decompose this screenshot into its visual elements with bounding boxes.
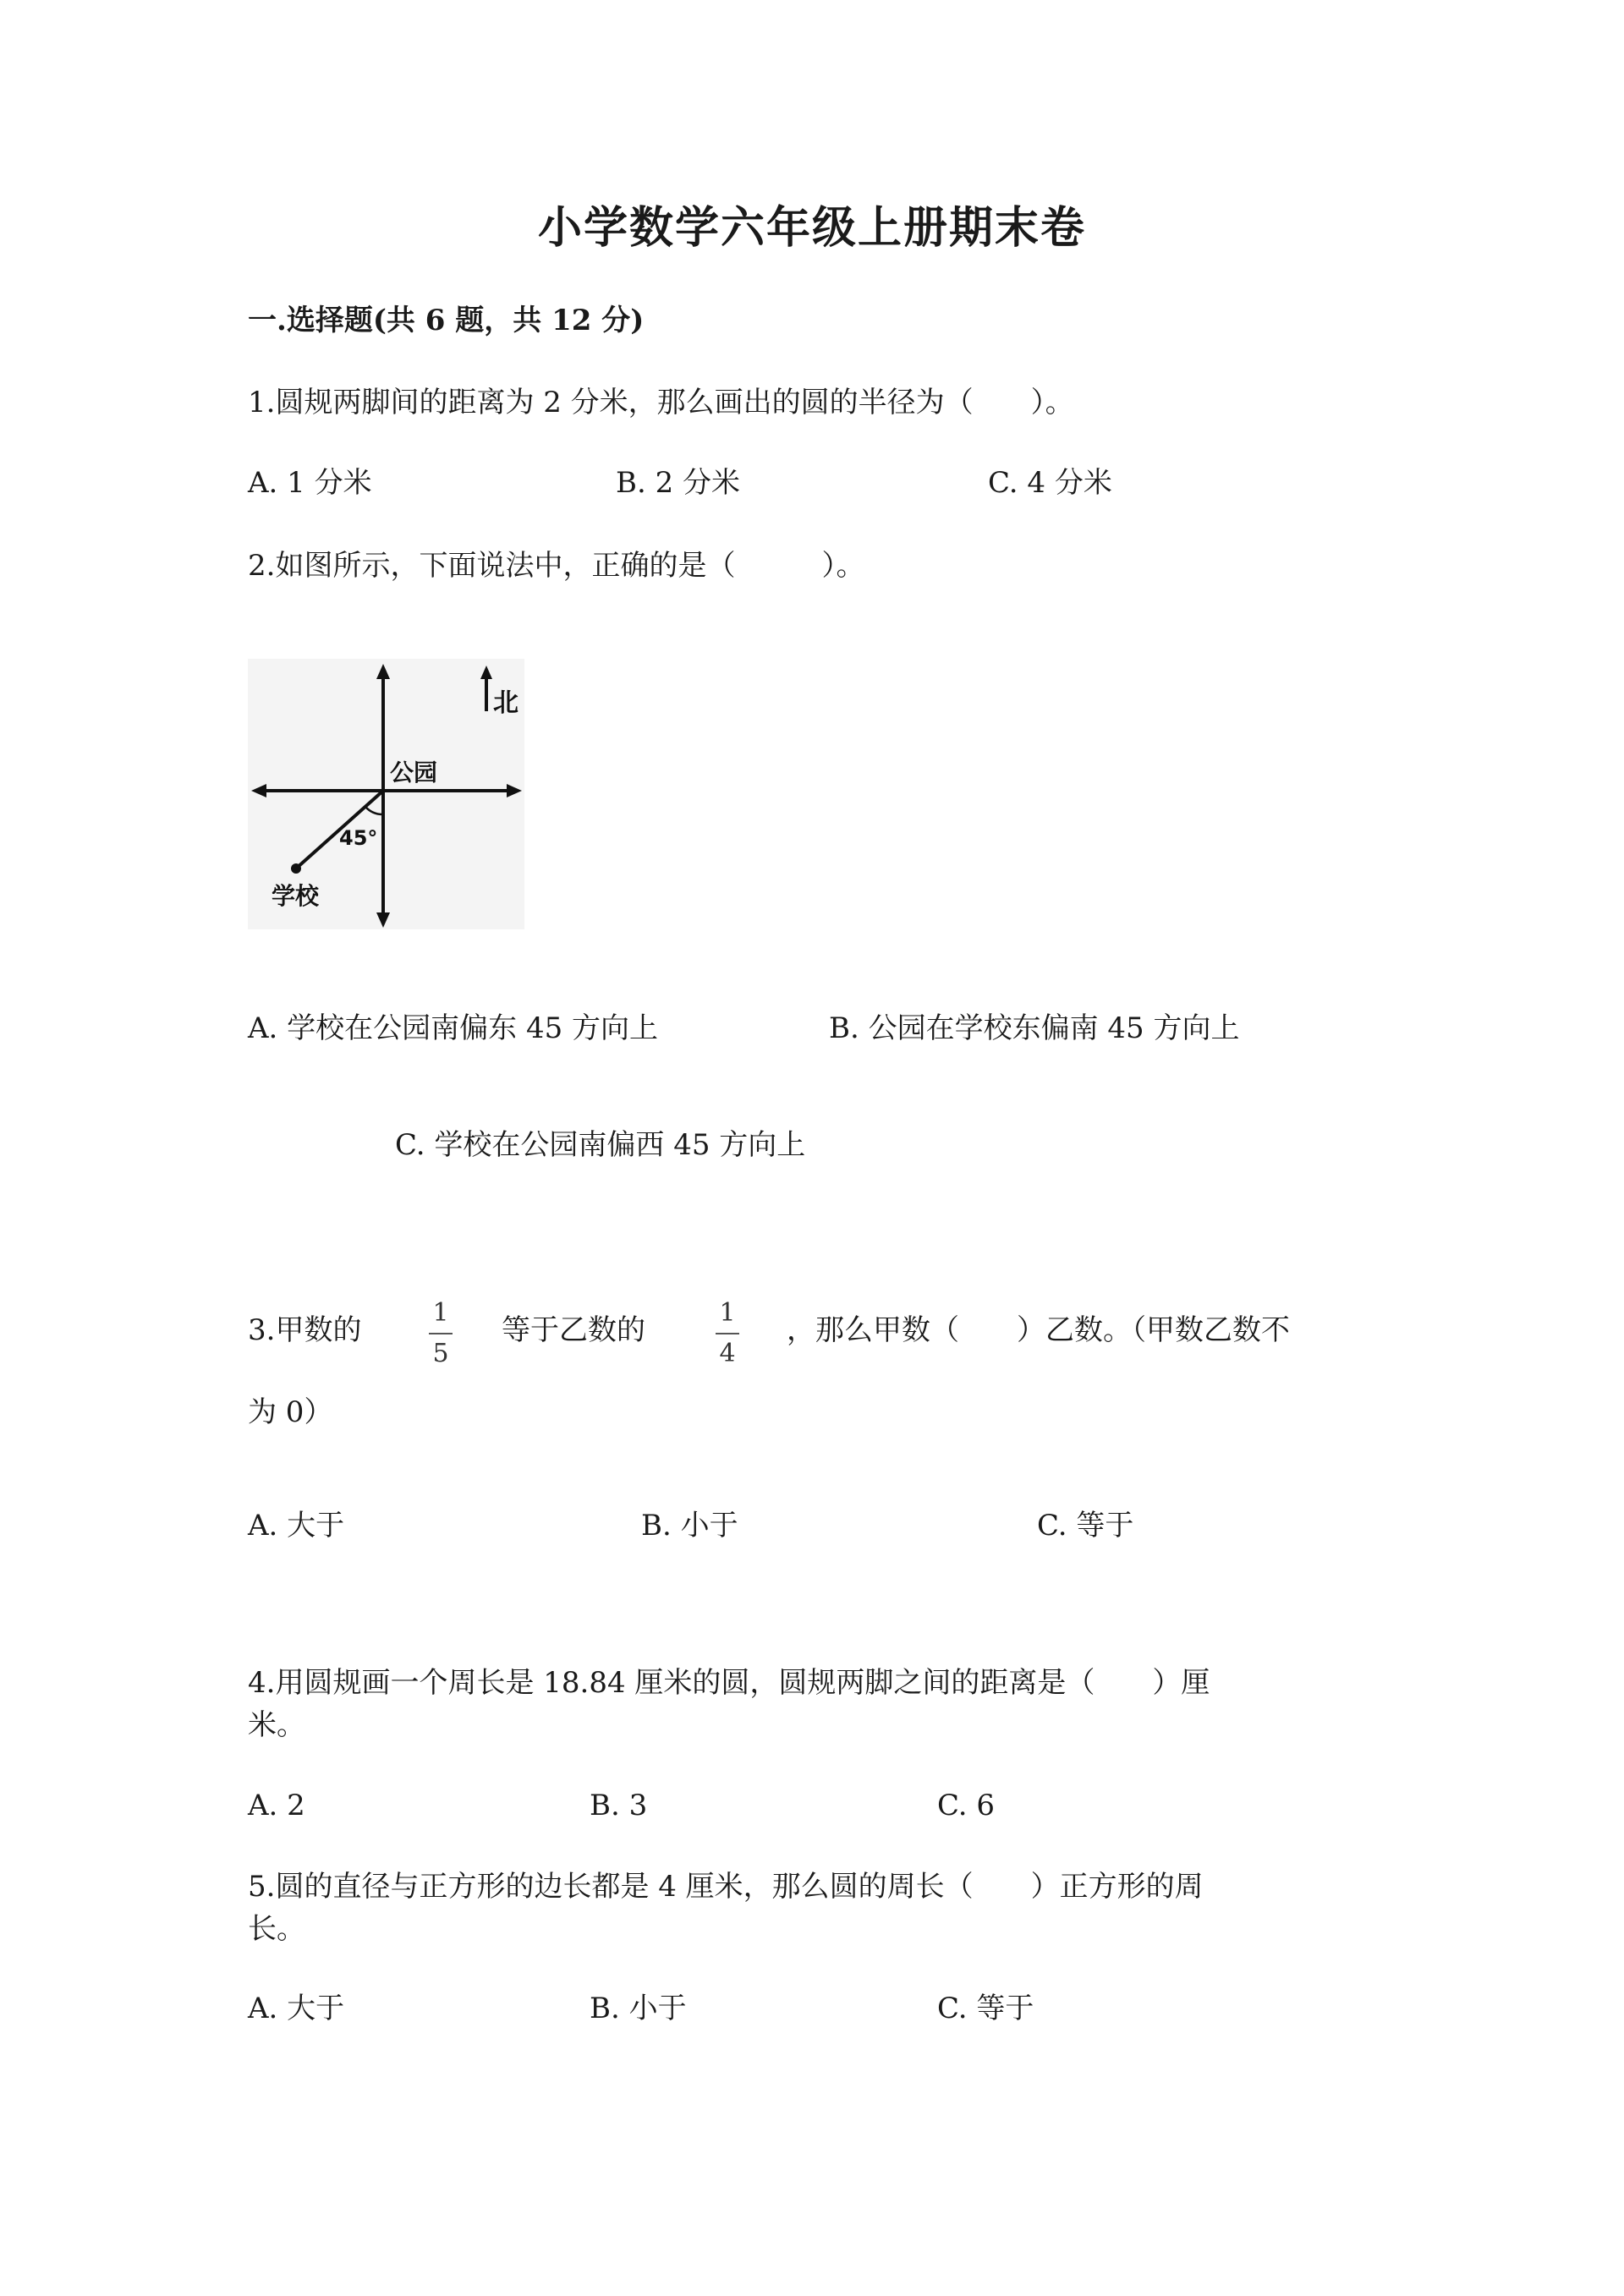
- question-3-text-after: ，那么甲数（ ）乙数。（甲数乙数不: [787, 1313, 1290, 1347]
- question-3-option-b[interactable]: B. 小于: [641, 1509, 738, 1543]
- section-heading: 一.选择题(共 6 题，共 12 分): [248, 304, 645, 337]
- question-4-option-a[interactable]: A. 2: [248, 1789, 305, 1822]
- question-4-text-line1: 4.用圆规画一个周长是 18.84 厘米的圆，圆规两脚之间的距离是（ ）厘: [248, 1666, 1210, 1700]
- question-3-text-middle: 等于乙数的: [502, 1313, 645, 1347]
- question-5-option-a[interactable]: A. 大于: [248, 1992, 345, 2025]
- fraction-denominator: 5: [432, 1339, 449, 1368]
- fraction-numerator: 1: [719, 1298, 736, 1328]
- question-5-text-line1: 5.圆的直径与正方形的边长都是 4 厘米，那么圆的周长（ ）正方形的周: [248, 1870, 1204, 1904]
- question-4-option-c[interactable]: C. 6: [937, 1789, 996, 1822]
- question-5-text-line2: 长。: [248, 1912, 305, 1946]
- question-3-text-line2: 为 0）: [248, 1395, 333, 1429]
- question-1-option-c[interactable]: C. 4 分米: [988, 466, 1112, 500]
- direction-diagram: [248, 659, 524, 929]
- question-2-option-a[interactable]: A. 学校在公园南偏东 45 方向上: [248, 1011, 659, 1045]
- fraction-bar: [716, 1333, 739, 1334]
- question-3-option-c[interactable]: C. 等于: [1037, 1509, 1134, 1543]
- fraction-one-fifth: [424, 1298, 458, 1368]
- fraction-denominator: 4: [719, 1339, 736, 1368]
- fraction-bar: [429, 1333, 453, 1334]
- question-3-option-a[interactable]: A. 大于: [248, 1509, 345, 1543]
- fraction-numerator: 1: [432, 1298, 449, 1328]
- question-2-option-c[interactable]: C. 学校在公园南偏西 45 方向上: [395, 1128, 806, 1162]
- page-title: 小学数学六年级上册期末卷: [537, 202, 1086, 254]
- question-1-option-a[interactable]: A. 1 分米: [248, 466, 372, 500]
- fraction-one-fourth: [710, 1298, 744, 1368]
- angle-label: 45°: [339, 826, 378, 850]
- question-3-text-before: 3.甲数的: [248, 1313, 362, 1347]
- question-5-option-c[interactable]: C. 等于: [937, 1992, 1034, 2025]
- question-2-option-b[interactable]: B. 公园在学校东偏南 45 方向上: [829, 1011, 1240, 1045]
- north-label: 北: [493, 688, 518, 718]
- park-label: 公园: [390, 759, 438, 786]
- question-1-text: 1.圆规两脚间的距离为 2 分米，那么画出的圆的半径为（ ）。: [248, 386, 1074, 419]
- school-label: 学校: [272, 882, 320, 910]
- question-2-text: 2.如图所示，下面说法中，正确的是（ ）。: [248, 549, 865, 583]
- question-5-option-b[interactable]: B. 小于: [590, 1992, 687, 2025]
- question-4-option-b[interactable]: B. 3: [590, 1789, 648, 1822]
- question-1-option-b[interactable]: B. 2 分米: [616, 466, 741, 500]
- question-4-text-line2: 米。: [248, 1708, 305, 1742]
